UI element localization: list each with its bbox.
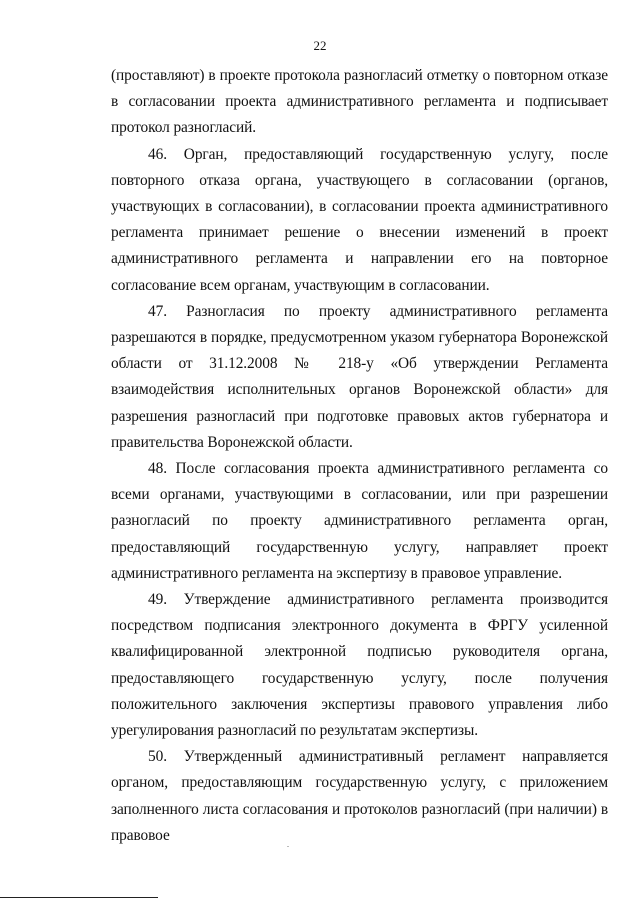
paragraph-50: 50. Утвержденный административный регламент направляется органом, предоставляющим государственную услугу, с приложением заполненного листа согласования и протоколов разногласий (при наличии) в правовое	[111, 748, 608, 844]
paragraph-49: 49. Утверждение административного регламента производится посредством подписания электронного документа в ФРГУ усиленной квалифицированной электронной подписью руководителя органа, предоставляющего государственную услугу, после получения положительного заключения экспертизы правового управления либо урегулирования разногласий по результатам экспертизы.	[111, 591, 608, 740]
scan-artifact	[287, 846, 289, 847]
paragraph-continuation: (проставляют) в проекте протокола разногласий отметку о повторном отказе в согласовании проекта административного регламента и подписывает протокол разногласий.	[111, 67, 608, 137]
page-number: 22	[313, 38, 327, 53]
paragraph-48: 48. После согласования проекта административного регламента со всеми органами, участвующими в согласовании, или при разрешении разногласий по проекту административного регламента орган, предоставляющий государственную услугу, направляет проект административного регламента на экспертизу в правовое управление.	[111, 460, 608, 582]
paragraph-47: 47. Разногласия по проекту административного регламента разрешаются в порядке, предусмотренном указом губернатора Воронежской области от 31.12.2008 № 218-у «Об утверждении Регламента взаимодействия исполнительных органов Воронежской области» для разрешения разногласий при подготовке правовых актов губернатора и правительства Воронежской области.	[111, 302, 608, 451]
footer-rule	[0, 897, 158, 898]
paragraph-46: 46. Орган, предоставляющий государственную услугу, после повторного отказа органа, участвующего в согласовании (органов, участвующих в согласовании), в согласовании проекта административного регламента принимает решение о внесении изменений в проект административного регламента и направлении его на повторное согласование всем органам, участвующим в согласовании.	[111, 145, 608, 294]
document-body	[111, 63, 608, 849]
